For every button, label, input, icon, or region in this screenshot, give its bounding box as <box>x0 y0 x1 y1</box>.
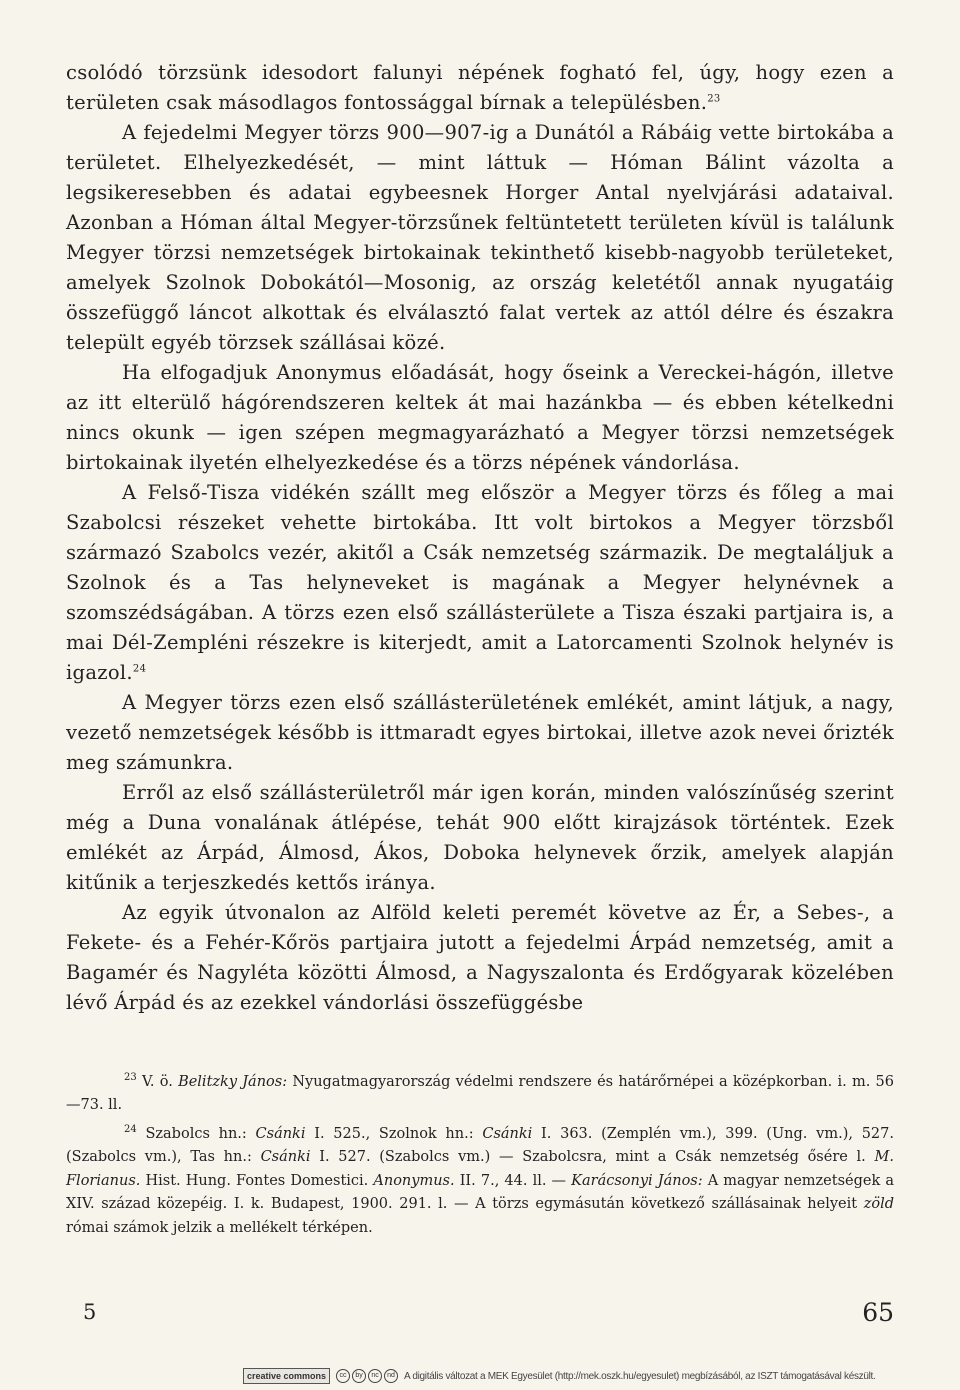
attribution-icon: by <box>352 1369 366 1383</box>
paragraph-2 <box>66 118 894 358</box>
paragraph-7 <box>66 898 894 1018</box>
footnote-text: I. 525., Szolnok hn.: <box>305 1125 483 1142</box>
footnote-number: 24 <box>124 1123 137 1135</box>
footnote-text: II. 7., 44. ll. — <box>454 1172 572 1189</box>
paragraph-text: A fejedelmi Megyer törzs 900—907-ig a Dunától a Rábáig vette birtokába a területet. Elhelyezkedését, — mint láttuk — Hóman Bálint vázolta a legsikeresebben és adatai egybeesnek Horger Antal nyelvjárási adataival. Azonban a Hóman által Megyer-törzsűnek feltüntetett területen kívül is találunk Megyer törzsi nemzetségek birtokainak tekinthető kisebb-nagyobb területeket, amelyek Szolnok Dobokától—Mosonig, az ország keletétől annak nyugatáig összefüggő láncot alkottak és elválasztó falat vertek az attól délre és északra települt egyéb törzsek szállásai közé. <box>66 121 894 354</box>
paragraph-text: csolódó törzsünk idesodort falunyi népének fogható fel, úgy, hogy ezen a területen csak másodlagos fontossággal bírnak a településben. <box>66 61 894 114</box>
paragraph-text: Ha elfogadjuk Anonymus előadását, hogy őseink a Vereckei-hágón, illetve az itt elterülő hágórendszeren keltek át mai hazánkba — és ebben kételkedni nincs okunk — igen szépen megmagyarázható a Megyer törzsi nemzetségek birtokainak ilyetén elhelyezkedése és a törzs népének vándorlása. <box>66 361 894 474</box>
paragraph-5 <box>66 688 894 778</box>
paragraph-6 <box>66 778 894 898</box>
footnote-24 <box>66 1118 894 1240</box>
footnote-author: Karácsonyi János: <box>571 1172 703 1189</box>
paragraph-3 <box>66 358 894 478</box>
footnote-ref-23[interactable]: 23 <box>707 93 721 105</box>
footnote-text: A magyar nemzetségek a XIV. század közepéig. I. k. Budapest, 1900. 291. l. — A törzs egymásután következő szállásainak helyeit <box>66 1172 894 1213</box>
paragraph-text: A Felső-Tisza vidékén szállt meg először a Megyer törzs és főleg a mai Szabolcsi részeket vehette birtokába. Itt volt birtokos a Megyer törzsből származó Szabolcs vezér, akitől a Csák nemzetség származik. De megtaláljuk a Szolnok és a Tas helyneveket is magának a Megyer helynévnek a szomszédságában. A törzs ezen első szállásterülete a Tisza északi partjaira is, a mai Dél-Zempléni részekre is kiterjedt, amit a Latorcamenti Szolnok helynév is igazol. <box>66 481 894 684</box>
footnote-text: I. 363. (Zemplén vm.), 399. (Ung. vm.), 527. (Szabolcs vm.), Tas hn.: <box>66 1125 894 1166</box>
paragraph-1 <box>66 58 894 118</box>
footnote-emphasis: zöld <box>863 1196 894 1213</box>
footnotes <box>66 1066 894 1240</box>
noderivatives-icon: nd <box>384 1369 398 1383</box>
footer-credit: A digitális változat a MEK Egyesület (http://mek.oszk.hu/egyesulet) megbízásából, az ISZT támogatásával készült. <box>404 1370 876 1382</box>
footnote-number: 23 <box>124 1072 137 1083</box>
footnote-author: M. Florianus. <box>66 1149 894 1189</box>
noncommercial-icon: nc <box>368 1369 382 1383</box>
page-number: 65 <box>862 1298 894 1327</box>
footnote-author: Csánki <box>260 1149 311 1166</box>
footnote-author: Anonymus. <box>373 1172 455 1189</box>
footer-bar <box>243 1368 876 1384</box>
license-icons <box>336 1369 398 1383</box>
footnote-text: római számok jelzik a mellékelt térképen. <box>66 1219 373 1236</box>
cc-icon: cc <box>336 1369 350 1383</box>
footnote-text: I. 527. (Szabolcs vm.) — Szabolcsra, mint a Csák nemzetség ősére l. <box>310 1149 875 1166</box>
footnote-text: Nyugatmagyarország védelmi rendszere és határőrnépei a középkorban. i. m. 56—73. ll. <box>66 1073 894 1114</box>
paragraph-text: Erről az első szállásterületről már igen korán, minden valószínűség szerint még a Duna vonalának átlépése, tehát 900 előtt kirajzások történtek. Ezek emlékét az Árpád, Álmosd, Ákos, Doboka helynevek őrzik, amelyek alapján kitűnik a terjeszkedés kettős iránya. <box>66 781 894 894</box>
footnote-author: Csánki <box>482 1125 533 1142</box>
creative-commons-logo[interactable]: creative commons <box>243 1368 330 1384</box>
body-text <box>66 58 894 1018</box>
footnote-author: Csánki <box>255 1125 306 1142</box>
footnote-text: Hist. Hung. Fontes Domestici. <box>140 1172 374 1189</box>
paragraph-4 <box>66 478 894 688</box>
footnote-ref-24[interactable]: 24 <box>132 663 147 675</box>
footnote-author: Belitzky János: <box>178 1073 288 1090</box>
paragraph-text: Az egyik útvonalon az Alföld keleti peremét követve az Ér, a Sebes-, a Fekete- és a Fehér-Kőrös partjaira jutott a fejedelmi Árpád nemzetség, amit a Bagamér és Nagyléta közötti Álmosd, a Nagyszalonta és Erdőgyarak közelében lévő Árpád és az ezekkel vándorlási összefüggésbe <box>66 901 894 1014</box>
signature-mark: 5 <box>83 1300 97 1324</box>
footnote-23 <box>66 1066 894 1118</box>
footnote-text: Szabolcs hn.: <box>136 1125 256 1142</box>
footnote-text: V. ö. <box>136 1073 179 1090</box>
paragraph-text: A Megyer törzs ezen első szállásterületének emlékét, amint látjuk, a nagy, vezető nemzetségek később is ittmaradt egyes birtokai, illetve azok nevei őrizték meg számunkra. <box>66 691 894 774</box>
